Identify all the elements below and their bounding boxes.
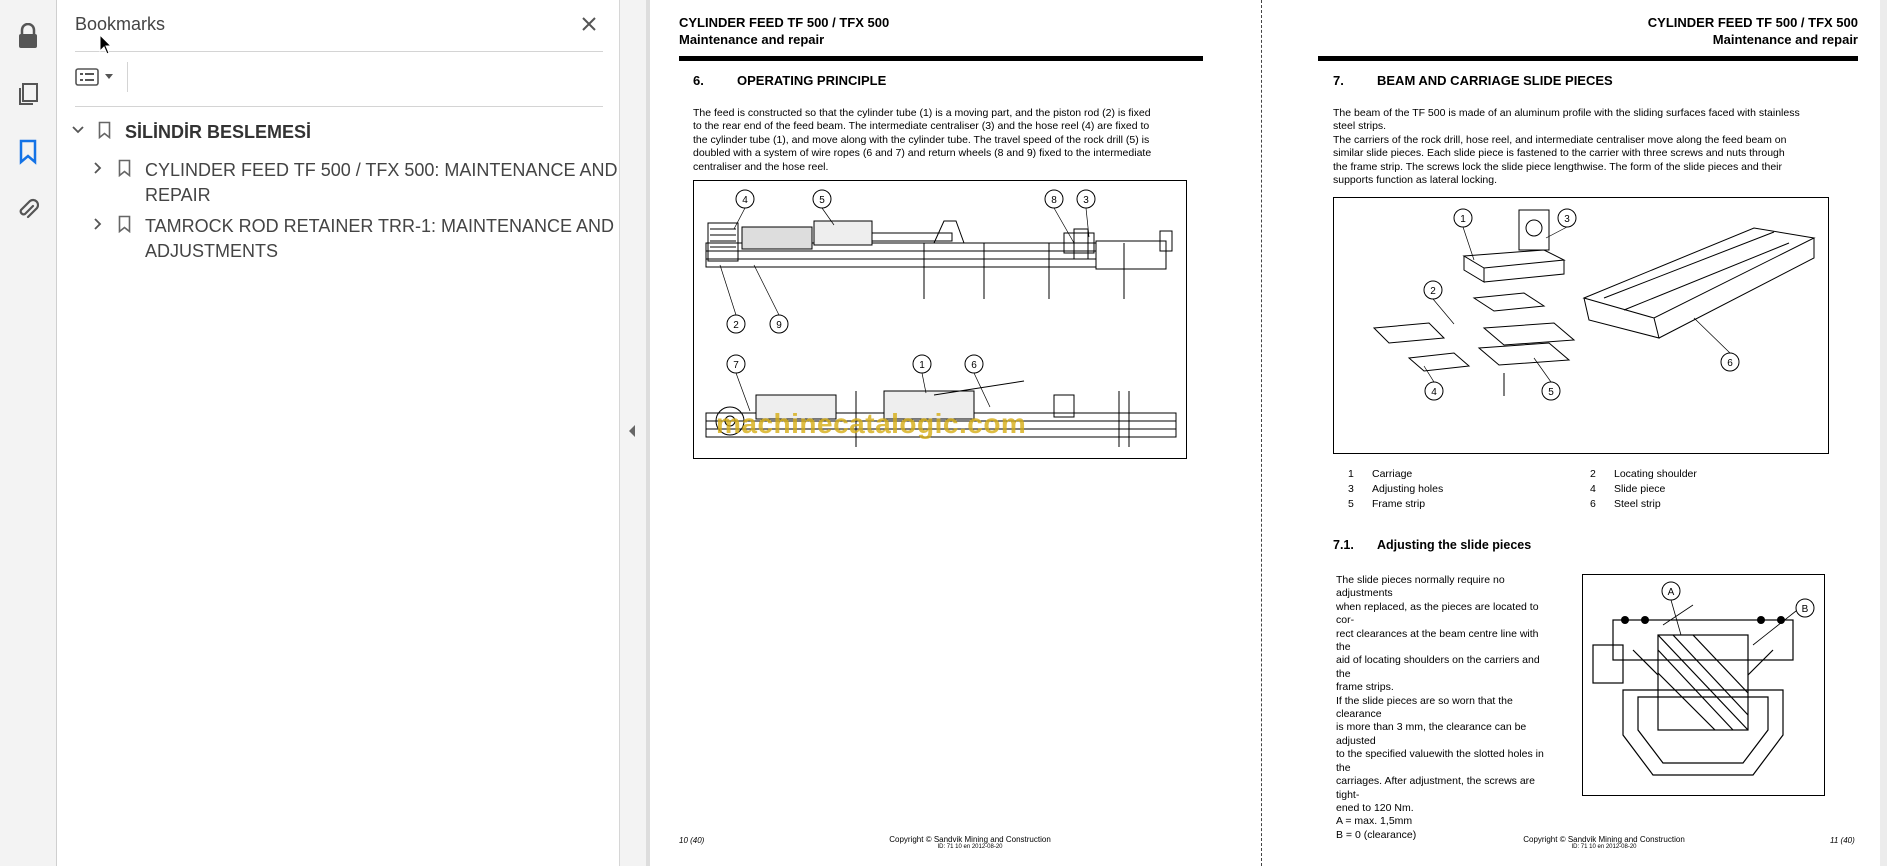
bookmark-icon (97, 120, 111, 140)
divider (75, 106, 603, 107)
header-rule (1318, 56, 1858, 61)
callout-label: 2 (733, 320, 739, 331)
header-rule (679, 56, 1203, 61)
legend-text: Locating shoulder (1614, 468, 1697, 480)
callout-label: 1 (919, 360, 925, 371)
legend-text: Adjusting holes (1372, 483, 1444, 495)
page-number: 11 (40) (1830, 836, 1855, 845)
legend-text: Carriage (1372, 468, 1413, 480)
legend-num: 5 (1348, 498, 1354, 510)
callout-label: B (1801, 604, 1809, 615)
body-text: The feed is constructed so that the cylinder tube (1) is a moving part, and the piston rod (2) is fixed to the rear end of the feed beam. The intermediate centraliser (3) and the hose reel (4) are fixed to the cylinder tube (1), and move along with the cylinder tube. The travel speed of the rock drill (5) is doubled with a system of wire ropes (6 and 7) and return wheels (8 and 9) fixed to the intermediate centraliser and the hose reel. (693, 107, 1152, 173)
bookmark-icon (117, 158, 131, 178)
section-heading: 7. BEAM AND CARRIAGE SLIDE PIECES (1333, 73, 1613, 88)
callout-label: 9 (776, 320, 782, 331)
bookmark-label: TAMROCK ROD RETAINER TRR-1: MAINTENANCE AND ADJUSTMENTS (145, 216, 615, 261)
divider (75, 51, 603, 52)
chevron-right-icon[interactable] (91, 158, 105, 178)
callout-label: 6 (971, 360, 977, 371)
bookmarks-panel (57, 0, 619, 866)
legend-text: Slide piece (1614, 483, 1666, 495)
adjust-text: The slide pieces normally require no adjustments when replaced, as the pieces are located to cor- rect clearances at the beam centre line with the aid of locating shoulders on the carriers and the frame strips. If the slide pieces are so worn that the clearance is more than 3 mm, the clearance can be adjusted to the specified valuewith the slotted holes in the carriages. After adjustment, the screws are tight- ened to 120 Nm. A = max. 1,5mm B = 0 (clearance) (1336, 574, 1544, 841)
tools-rail (0, 0, 57, 866)
callout-label: 4 (742, 195, 748, 206)
bookmark-label: CYLINDER FEED TF 500 / TFX 500: MAINTENANCE AND REPAIR (145, 160, 618, 205)
callout-label: 6 (1727, 358, 1733, 369)
panel-splitter[interactable] (619, 0, 647, 866)
page-header: CYLINDER FEED TF 500 / TFX 500 Maintenance and repair (679, 15, 890, 47)
bookmark-item-cylinder-feed[interactable] (91, 158, 617, 208)
chevron-right-icon[interactable] (91, 214, 105, 234)
pdf-page-11 (1262, 0, 1880, 866)
lock-icon[interactable] (14, 22, 42, 50)
page-footer: Copyright © Sandvik Mining and Construction ID: 71 10 en 2012-08-20 (889, 835, 1051, 850)
callout-label: 3 (1083, 195, 1089, 206)
callout-label: 1 (1460, 214, 1466, 225)
legend-text: Frame strip (1372, 498, 1426, 510)
list-options-icon (75, 67, 101, 87)
slide-pieces-diagram (1333, 197, 1829, 454)
page-header: CYLINDER FEED TF 500 / TFX 500 Maintenance and repair (1647, 15, 1858, 47)
figure-legend (1348, 468, 1697, 513)
mouse-cursor-icon (99, 34, 113, 56)
options-menu-button[interactable] (75, 66, 119, 88)
collapse-left-icon[interactable] (627, 424, 637, 443)
callout-label: 4 (1431, 387, 1437, 398)
bookmark-label: SİLİNDİR BESLEMESİ (125, 122, 312, 142)
callout-label: A (1667, 587, 1675, 598)
close-icon[interactable] (577, 12, 601, 36)
vertical-scrollbar[interactable] (1880, 0, 1887, 866)
callout-label: 5 (819, 195, 825, 206)
bookmark-icon (117, 214, 131, 234)
caret-down-icon (105, 74, 113, 80)
legend-num: 1 (1348, 468, 1354, 480)
chevron-down-icon[interactable] (71, 120, 85, 140)
cross-section-diagram (1582, 574, 1825, 796)
section-heading: 6. OPERATING PRINCIPLE (693, 73, 887, 88)
subsection-heading: 7.1. Adjusting the slide pieces (1333, 538, 1532, 552)
divider (127, 62, 128, 92)
callout-label: 7 (733, 360, 739, 371)
callout-label: 2 (1430, 286, 1436, 297)
legend-num: 4 (1590, 483, 1596, 495)
callout-label: 5 (1548, 387, 1554, 398)
attachment-icon[interactable] (14, 196, 42, 224)
legend-num: 6 (1590, 498, 1596, 510)
callout-label: 3 (1564, 214, 1570, 225)
legend-num: 2 (1590, 468, 1596, 480)
legend-num: 3 (1348, 483, 1354, 495)
body-text: The beam of the TF 500 is made of an aluminum profile with the sliding surfaces faced with stainless steel strips. The carriers of the rock drill, hose reel, and intermediate centraliser move along the feed beam on similar slide pieces. Each slide piece is fastened to the carrier with three screws and nuts through the frame strip. The screws lock the slide piece lengthwise. The form of the slide pieces and their supports function as lateral locking. (1333, 107, 1800, 187)
page-footer: Copyright © Sandvik Mining and Construction ID: 71 10 en 2012-08-20 (1523, 835, 1685, 850)
page-thumbnails-icon[interactable] (14, 80, 42, 108)
bookmark-item-silindir[interactable] (71, 120, 311, 145)
bookmark-item-rod-retainer[interactable] (91, 214, 614, 264)
legend-text: Steel strip (1614, 498, 1661, 510)
watermark: machinecatalogic.com (716, 408, 1027, 439)
callout-label: 8 (1051, 195, 1057, 206)
bookmark-icon[interactable] (14, 138, 42, 166)
panel-title: Bookmarks (75, 14, 166, 34)
page-number: 10 (40) (679, 836, 705, 845)
